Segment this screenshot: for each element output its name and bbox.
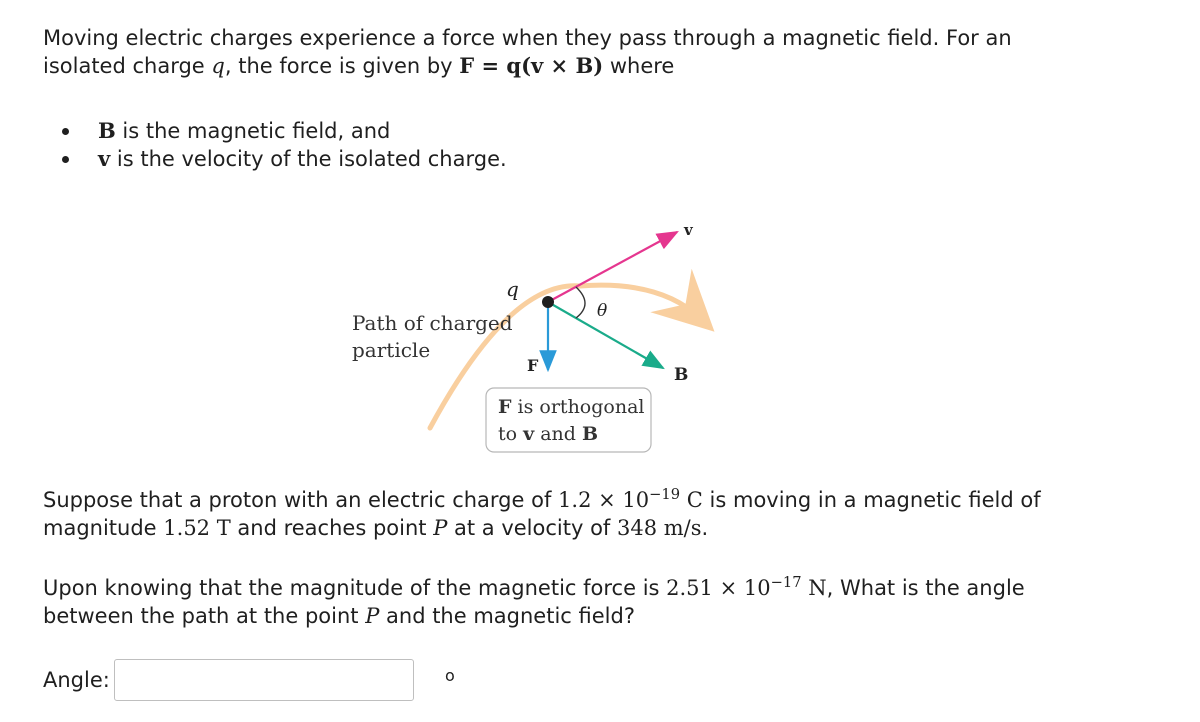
force-formula: F = q(v × B) — [459, 53, 604, 78]
label-q: q — [506, 277, 519, 301]
intro-line2-c: where — [603, 54, 675, 78]
label-path-line2: particle — [352, 338, 431, 362]
question-text: and the magnetic field? — [379, 604, 635, 628]
charge-value: $1.2 \times 10^{-19}$ C — [558, 486, 703, 512]
force-value: $2.51 \times 10^{-17}$ N — [666, 574, 827, 600]
problem-text: and reaches point — [230, 516, 434, 540]
item-text: is the velocity of the isolated charge. — [110, 147, 507, 171]
symbol-v: v — [98, 146, 111, 171]
intro-line2-a: isolated charge — [43, 54, 212, 78]
problem-text: at a velocity of — [447, 516, 617, 540]
charge-dot — [542, 296, 554, 308]
problem-paragraph — [43, 486, 1083, 542]
charge-symbol: q — [211, 54, 225, 78]
angle-arc — [576, 287, 585, 318]
point-symbol: P — [433, 516, 448, 540]
field-value: 1.52 T — [163, 516, 231, 540]
label-B: B — [674, 365, 689, 385]
problem-text: . — [701, 516, 709, 540]
point-symbol: P — [365, 604, 380, 628]
label-path-line1: Path of charged — [352, 311, 513, 335]
problem-text: is moving in a magnetic field of — [702, 488, 1041, 512]
item-text: is the magnetic field, and — [115, 119, 391, 143]
note-line2: to v and B — [498, 423, 599, 445]
note-line1: F is orthogonal — [498, 396, 645, 418]
problem-text: magnitude — [43, 516, 164, 540]
label-F: F — [527, 356, 539, 375]
velocity-value: 348 m/s — [617, 516, 702, 540]
label-v: v — [684, 221, 693, 239]
intro-line1: Moving electric charges experience a force when they pass through a magnetic field. For an — [43, 26, 1012, 50]
question-text: , What is the angle — [826, 576, 1025, 600]
problem-text: Suppose that a proton with an electric charge of — [43, 488, 559, 512]
question-paragraph — [43, 574, 1083, 630]
question-text: between the path at the point — [43, 604, 366, 628]
angle-label: Angle: — [43, 668, 110, 692]
question-text: Upon knowing that the magnitude of the magnetic force is — [43, 576, 667, 600]
symbol-B: B — [98, 118, 116, 143]
degree-unit: o — [445, 666, 455, 685]
intro-line2-b: , the force is given by — [224, 54, 460, 78]
label-theta: θ — [597, 301, 608, 321]
angle-input[interactable] — [114, 659, 414, 701]
